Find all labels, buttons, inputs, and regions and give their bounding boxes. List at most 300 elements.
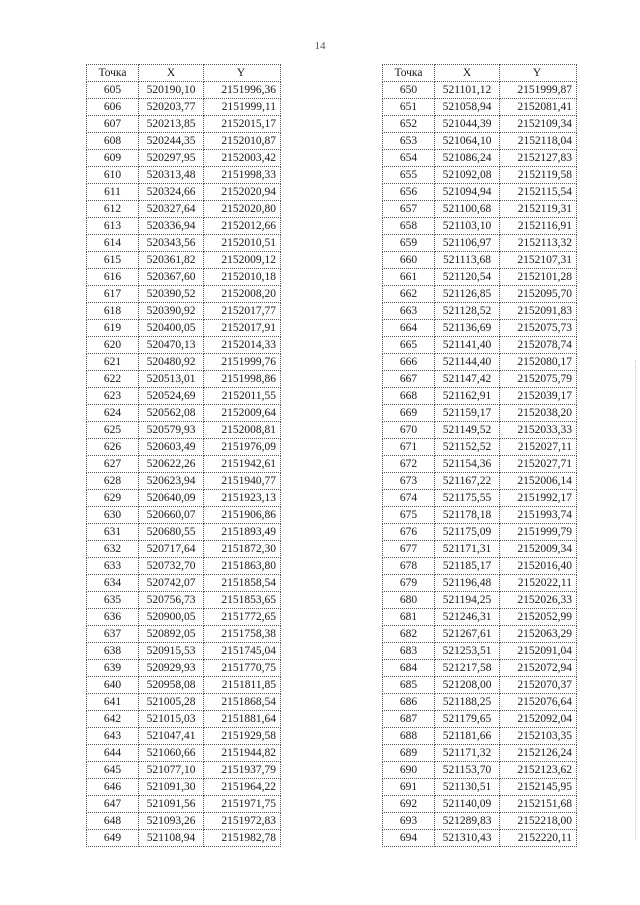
- point-number-cell: 659: [383, 235, 435, 252]
- table-row: [87, 405, 281, 422]
- point-number-cell: 630: [87, 507, 139, 524]
- x-coordinate-cell: 521091,30: [139, 779, 204, 796]
- y-coordinate-cell: 2152220,11: [500, 830, 577, 847]
- y-coordinate-cell: 2151998,86: [204, 371, 281, 388]
- table-row: [87, 830, 281, 847]
- table-row: [383, 677, 577, 694]
- x-coordinate-cell: 520929,93: [139, 660, 204, 677]
- y-coordinate-cell: 2152022,11: [500, 575, 577, 592]
- point-number-cell: 669: [383, 405, 435, 422]
- y-coordinate-cell: 2152006,14: [500, 473, 577, 490]
- y-coordinate-cell: 2151944,82: [204, 745, 281, 762]
- x-coordinate-cell: 521246,31: [435, 609, 500, 626]
- point-number-cell: 620: [87, 337, 139, 354]
- point-number-cell: 615: [87, 252, 139, 269]
- x-coordinate-cell: 520336,94: [139, 218, 204, 235]
- y-coordinate-cell: 2152010,51: [204, 235, 281, 252]
- point-number-cell: 642: [87, 711, 139, 728]
- x-coordinate-cell: 520524,69: [139, 388, 204, 405]
- table-row: [383, 167, 577, 184]
- table-row: [383, 320, 577, 337]
- table-row: [383, 133, 577, 150]
- point-number-cell: 622: [87, 371, 139, 388]
- table-row: [87, 711, 281, 728]
- point-number-cell: 629: [87, 490, 139, 507]
- point-number-cell: 656: [383, 184, 435, 201]
- x-coordinate-cell: 520203,77: [139, 99, 204, 116]
- table-row: [383, 422, 577, 439]
- point-number-cell: 612: [87, 201, 139, 218]
- y-coordinate-cell: 2152119,58: [500, 167, 577, 184]
- page-number: 14: [314, 40, 326, 52]
- x-coordinate-cell: 520213,85: [139, 116, 204, 133]
- table-row: [87, 82, 281, 99]
- y-coordinate-cell: 2152015,17: [204, 116, 281, 133]
- point-number-cell: 608: [87, 133, 139, 150]
- y-coordinate-cell: 2151929,58: [204, 728, 281, 745]
- table-row: [87, 694, 281, 711]
- table-row: [87, 150, 281, 167]
- y-coordinate-cell: 2152010,18: [204, 269, 281, 286]
- y-coordinate-cell: 2151811,85: [204, 677, 281, 694]
- x-coordinate-cell: 521077,10: [139, 762, 204, 779]
- table-row: [383, 150, 577, 167]
- x-coordinate-cell: 521167,22: [435, 473, 500, 490]
- column-header-x: X: [139, 65, 204, 82]
- point-number-cell: 675: [383, 507, 435, 524]
- table-row: [383, 354, 577, 371]
- point-number-cell: 614: [87, 235, 139, 252]
- x-coordinate-cell: 520660,07: [139, 507, 204, 524]
- y-coordinate-cell: 2152027,71: [500, 456, 577, 473]
- x-coordinate-cell: 521178,18: [435, 507, 500, 524]
- point-number-cell: 681: [383, 609, 435, 626]
- table-row: [383, 269, 577, 286]
- y-coordinate-cell: 2152092,04: [500, 711, 577, 728]
- point-number-cell: 639: [87, 660, 139, 677]
- table-row: [87, 762, 281, 779]
- table-row: [383, 541, 577, 558]
- table-row: [87, 677, 281, 694]
- table-row: [383, 558, 577, 575]
- table-row: [87, 320, 281, 337]
- table-row: [87, 218, 281, 235]
- table-row: [383, 371, 577, 388]
- x-coordinate-cell: 521136,69: [435, 320, 500, 337]
- x-coordinate-cell: 521060,66: [139, 745, 204, 762]
- x-coordinate-cell: 521015,03: [139, 711, 204, 728]
- point-number-cell: 638: [87, 643, 139, 660]
- x-coordinate-cell: 521103,10: [435, 218, 500, 235]
- x-coordinate-cell: 520367,60: [139, 269, 204, 286]
- y-coordinate-cell: 2152009,34: [500, 541, 577, 558]
- table-row: [87, 371, 281, 388]
- point-number-cell: 618: [87, 303, 139, 320]
- table-row: [383, 286, 577, 303]
- x-coordinate-cell: 520680,55: [139, 524, 204, 541]
- y-coordinate-cell: 2151937,79: [204, 762, 281, 779]
- point-number-cell: 632: [87, 541, 139, 558]
- y-coordinate-cell: 2151992,17: [500, 490, 577, 507]
- x-coordinate-cell: 521106,97: [435, 235, 500, 252]
- x-coordinate-cell: 521185,17: [435, 558, 500, 575]
- table-row: [87, 388, 281, 405]
- y-coordinate-cell: 2152091,83: [500, 303, 577, 320]
- table-row: [383, 490, 577, 507]
- y-coordinate-cell: 2152107,31: [500, 252, 577, 269]
- point-number-cell: 606: [87, 99, 139, 116]
- x-coordinate-cell: 520958,08: [139, 677, 204, 694]
- y-coordinate-cell: 2152011,55: [204, 388, 281, 405]
- point-number-cell: 683: [383, 643, 435, 660]
- y-coordinate-cell: 2151853,65: [204, 592, 281, 609]
- table-row: [87, 626, 281, 643]
- coordinates-table-right: [382, 64, 577, 847]
- table-row: [383, 762, 577, 779]
- table-row: [87, 116, 281, 133]
- x-coordinate-cell: 521267,61: [435, 626, 500, 643]
- point-number-cell: 616: [87, 269, 139, 286]
- x-coordinate-cell: 521044,39: [435, 116, 500, 133]
- x-coordinate-cell: 521181,66: [435, 728, 500, 745]
- table-row: [383, 405, 577, 422]
- point-number-cell: 660: [383, 252, 435, 269]
- point-number-cell: 623: [87, 388, 139, 405]
- point-number-cell: 634: [87, 575, 139, 592]
- point-number-cell: 626: [87, 439, 139, 456]
- point-number-cell: 686: [383, 694, 435, 711]
- x-coordinate-cell: 521108,94: [139, 830, 204, 847]
- x-coordinate-cell: 521093,26: [139, 813, 204, 830]
- column-header-y: Y: [500, 65, 577, 82]
- x-coordinate-cell: 521047,41: [139, 728, 204, 745]
- x-coordinate-cell: 520390,92: [139, 303, 204, 320]
- y-coordinate-cell: 2152115,54: [500, 184, 577, 201]
- point-number-cell: 628: [87, 473, 139, 490]
- table-row: [383, 82, 577, 99]
- point-number-cell: 654: [383, 150, 435, 167]
- x-coordinate-cell: 520603,49: [139, 439, 204, 456]
- point-number-cell: 664: [383, 320, 435, 337]
- y-coordinate-cell: 2151745,04: [204, 643, 281, 660]
- point-number-cell: 665: [383, 337, 435, 354]
- table-row: [87, 728, 281, 745]
- y-coordinate-cell: 2152072,94: [500, 660, 577, 677]
- point-number-cell: 617: [87, 286, 139, 303]
- x-coordinate-cell: 521310,43: [435, 830, 500, 847]
- point-number-cell: 655: [383, 167, 435, 184]
- table-row: [87, 439, 281, 456]
- x-coordinate-cell: 520327,64: [139, 201, 204, 218]
- y-coordinate-cell: 2152081,41: [500, 99, 577, 116]
- x-coordinate-cell: 520470,13: [139, 337, 204, 354]
- y-coordinate-cell: 2152119,31: [500, 201, 577, 218]
- x-coordinate-cell: 520361,82: [139, 252, 204, 269]
- point-number-cell: 672: [383, 456, 435, 473]
- point-number-cell: 673: [383, 473, 435, 490]
- column-header-point: Точка: [383, 65, 435, 82]
- y-coordinate-cell: 2152017,77: [204, 303, 281, 320]
- y-coordinate-cell: 2151999,76: [204, 354, 281, 371]
- point-number-cell: 676: [383, 524, 435, 541]
- x-coordinate-cell: 520390,52: [139, 286, 204, 303]
- table-row: [383, 575, 577, 592]
- y-coordinate-cell: 2151872,30: [204, 541, 281, 558]
- point-number-cell: 646: [87, 779, 139, 796]
- x-coordinate-cell: 520717,64: [139, 541, 204, 558]
- table-row: [383, 694, 577, 711]
- table-row: [87, 167, 281, 184]
- column-header-x: X: [435, 65, 500, 82]
- table-row: [87, 99, 281, 116]
- point-number-cell: 652: [383, 116, 435, 133]
- y-coordinate-cell: 2152126,24: [500, 745, 577, 762]
- y-coordinate-cell: 2152091,04: [500, 643, 577, 660]
- x-coordinate-cell: 521179,65: [435, 711, 500, 728]
- point-number-cell: 631: [87, 524, 139, 541]
- x-coordinate-cell: 520756,73: [139, 592, 204, 609]
- coordinates-table-left: [86, 64, 281, 847]
- table-row: [383, 524, 577, 541]
- table-row: [383, 626, 577, 643]
- table-row: [383, 337, 577, 354]
- x-coordinate-cell: 520562,08: [139, 405, 204, 422]
- y-coordinate-cell: 2152127,83: [500, 150, 577, 167]
- y-coordinate-cell: 2152151,68: [500, 796, 577, 813]
- y-coordinate-cell: 2151923,13: [204, 490, 281, 507]
- point-number-cell: 651: [383, 99, 435, 116]
- x-coordinate-cell: 520732,70: [139, 558, 204, 575]
- y-coordinate-cell: 2152113,32: [500, 235, 577, 252]
- x-coordinate-cell: 521147,42: [435, 371, 500, 388]
- x-coordinate-cell: 521194,25: [435, 592, 500, 609]
- y-coordinate-cell: 2152003,42: [204, 150, 281, 167]
- table-row: [87, 507, 281, 524]
- point-number-cell: 688: [383, 728, 435, 745]
- table-row: [383, 116, 577, 133]
- point-number-cell: 645: [87, 762, 139, 779]
- table-row: [383, 728, 577, 745]
- y-coordinate-cell: 2152101,28: [500, 269, 577, 286]
- y-coordinate-cell: 2151942,61: [204, 456, 281, 473]
- table-row: [87, 558, 281, 575]
- point-number-cell: 605: [87, 82, 139, 99]
- y-coordinate-cell: 2152033,33: [500, 422, 577, 439]
- table-row: [87, 269, 281, 286]
- point-number-cell: 657: [383, 201, 435, 218]
- y-coordinate-cell: 2151964,22: [204, 779, 281, 796]
- x-coordinate-cell: 521153,70: [435, 762, 500, 779]
- table-row: [383, 643, 577, 660]
- page-edge-mark: [634, 360, 636, 840]
- point-number-cell: 611: [87, 184, 139, 201]
- point-number-cell: 693: [383, 813, 435, 830]
- y-coordinate-cell: 2152095,70: [500, 286, 577, 303]
- y-coordinate-cell: 2151982,78: [204, 830, 281, 847]
- x-coordinate-cell: 521094,94: [435, 184, 500, 201]
- table-row: [383, 796, 577, 813]
- y-coordinate-cell: 2152020,80: [204, 201, 281, 218]
- y-coordinate-cell: 2152052,99: [500, 609, 577, 626]
- point-number-cell: 621: [87, 354, 139, 371]
- x-coordinate-cell: 520513,01: [139, 371, 204, 388]
- table-row: [87, 303, 281, 320]
- column-header-point: Точка: [87, 65, 139, 82]
- table-row: [383, 830, 577, 847]
- point-number-cell: 653: [383, 133, 435, 150]
- y-coordinate-cell: 2152020,94: [204, 184, 281, 201]
- x-coordinate-cell: 521064,10: [435, 133, 500, 150]
- point-number-cell: 685: [383, 677, 435, 694]
- y-coordinate-cell: 2151996,36: [204, 82, 281, 99]
- table-row: [87, 779, 281, 796]
- point-number-cell: 679: [383, 575, 435, 592]
- y-coordinate-cell: 2152078,74: [500, 337, 577, 354]
- table-row: [87, 541, 281, 558]
- y-coordinate-cell: 2151881,64: [204, 711, 281, 728]
- point-number-cell: 609: [87, 150, 139, 167]
- x-coordinate-cell: 521154,36: [435, 456, 500, 473]
- x-coordinate-cell: 520480,92: [139, 354, 204, 371]
- y-coordinate-cell: 2152075,73: [500, 320, 577, 337]
- x-coordinate-cell: 521152,52: [435, 439, 500, 456]
- point-number-cell: 666: [383, 354, 435, 371]
- table-header-row: [87, 65, 281, 82]
- y-coordinate-cell: 2152070,37: [500, 677, 577, 694]
- point-number-cell: 661: [383, 269, 435, 286]
- y-coordinate-cell: 2152109,34: [500, 116, 577, 133]
- x-coordinate-cell: 521128,52: [435, 303, 500, 320]
- point-number-cell: 677: [383, 541, 435, 558]
- x-coordinate-cell: 521289,83: [435, 813, 500, 830]
- y-coordinate-cell: 2151770,75: [204, 660, 281, 677]
- x-coordinate-cell: 521217,58: [435, 660, 500, 677]
- x-coordinate-cell: 520900,05: [139, 609, 204, 626]
- x-coordinate-cell: 520324,66: [139, 184, 204, 201]
- x-coordinate-cell: 520190,10: [139, 82, 204, 99]
- table-row: [87, 490, 281, 507]
- y-coordinate-cell: 2152026,33: [500, 592, 577, 609]
- table-row: [87, 796, 281, 813]
- x-coordinate-cell: 520297,95: [139, 150, 204, 167]
- point-number-cell: 627: [87, 456, 139, 473]
- y-coordinate-cell: 2152010,87: [204, 133, 281, 150]
- x-coordinate-cell: 521162,91: [435, 388, 500, 405]
- table-header-row: [383, 65, 577, 82]
- y-coordinate-cell: 2152076,64: [500, 694, 577, 711]
- table-row: [87, 456, 281, 473]
- table-row: [87, 575, 281, 592]
- point-number-cell: 625: [87, 422, 139, 439]
- point-number-cell: 662: [383, 286, 435, 303]
- y-coordinate-cell: 2152123,62: [500, 762, 577, 779]
- x-coordinate-cell: 521171,32: [435, 745, 500, 762]
- y-coordinate-cell: 2152014,33: [204, 337, 281, 354]
- y-coordinate-cell: 2151998,33: [204, 167, 281, 184]
- y-coordinate-cell: 2152080,17: [500, 354, 577, 371]
- table-row: [87, 252, 281, 269]
- table-row: [87, 184, 281, 201]
- table-row: [87, 524, 281, 541]
- x-coordinate-cell: 520915,53: [139, 643, 204, 660]
- table-row: [87, 813, 281, 830]
- point-number-cell: 671: [383, 439, 435, 456]
- y-coordinate-cell: 2152012,66: [204, 218, 281, 235]
- table-row: [87, 133, 281, 150]
- y-coordinate-cell: 2151971,75: [204, 796, 281, 813]
- column-header-y: Y: [204, 65, 281, 82]
- y-coordinate-cell: 2152008,20: [204, 286, 281, 303]
- table-row: [383, 456, 577, 473]
- y-coordinate-cell: 2152016,40: [500, 558, 577, 575]
- x-coordinate-cell: 520343,56: [139, 235, 204, 252]
- point-number-cell: 647: [87, 796, 139, 813]
- point-number-cell: 648: [87, 813, 139, 830]
- point-number-cell: 613: [87, 218, 139, 235]
- table-row: [87, 660, 281, 677]
- x-coordinate-cell: 521175,09: [435, 524, 500, 541]
- x-coordinate-cell: 521149,52: [435, 422, 500, 439]
- y-coordinate-cell: 2152218,00: [500, 813, 577, 830]
- point-number-cell: 689: [383, 745, 435, 762]
- x-coordinate-cell: 521175,55: [435, 490, 500, 507]
- table-row: [383, 439, 577, 456]
- point-number-cell: 633: [87, 558, 139, 575]
- table-row: [383, 779, 577, 796]
- y-coordinate-cell: 2152038,20: [500, 405, 577, 422]
- x-coordinate-cell: 521159,17: [435, 405, 500, 422]
- table-row: [383, 745, 577, 762]
- x-coordinate-cell: 521126,85: [435, 286, 500, 303]
- table-row: [87, 592, 281, 609]
- point-number-cell: 635: [87, 592, 139, 609]
- y-coordinate-cell: 2152075,79: [500, 371, 577, 388]
- y-coordinate-cell: 2151893,49: [204, 524, 281, 541]
- x-coordinate-cell: 520892,05: [139, 626, 204, 643]
- y-coordinate-cell: 2152063,29: [500, 626, 577, 643]
- table-row: [87, 235, 281, 252]
- x-coordinate-cell: 521058,94: [435, 99, 500, 116]
- point-number-cell: 640: [87, 677, 139, 694]
- y-coordinate-cell: 2152145,95: [500, 779, 577, 796]
- point-number-cell: 610: [87, 167, 139, 184]
- point-number-cell: 641: [87, 694, 139, 711]
- x-coordinate-cell: 520623,94: [139, 473, 204, 490]
- x-coordinate-cell: 521091,56: [139, 796, 204, 813]
- point-number-cell: 670: [383, 422, 435, 439]
- y-coordinate-cell: 2151858,54: [204, 575, 281, 592]
- table-row: [87, 609, 281, 626]
- point-number-cell: 663: [383, 303, 435, 320]
- point-number-cell: 607: [87, 116, 139, 133]
- table-row: [383, 99, 577, 116]
- table-row: [87, 201, 281, 218]
- point-number-cell: 643: [87, 728, 139, 745]
- x-coordinate-cell: 521113,68: [435, 252, 500, 269]
- point-number-cell: 650: [383, 82, 435, 99]
- table-row: [87, 473, 281, 490]
- point-number-cell: 674: [383, 490, 435, 507]
- y-coordinate-cell: 2151972,83: [204, 813, 281, 830]
- y-coordinate-cell: 2151999,79: [500, 524, 577, 541]
- y-coordinate-cell: 2151906,86: [204, 507, 281, 524]
- point-number-cell: 687: [383, 711, 435, 728]
- y-coordinate-cell: 2151758,38: [204, 626, 281, 643]
- point-number-cell: 691: [383, 779, 435, 796]
- x-coordinate-cell: 521144,40: [435, 354, 500, 371]
- point-number-cell: 658: [383, 218, 435, 235]
- point-number-cell: 624: [87, 405, 139, 422]
